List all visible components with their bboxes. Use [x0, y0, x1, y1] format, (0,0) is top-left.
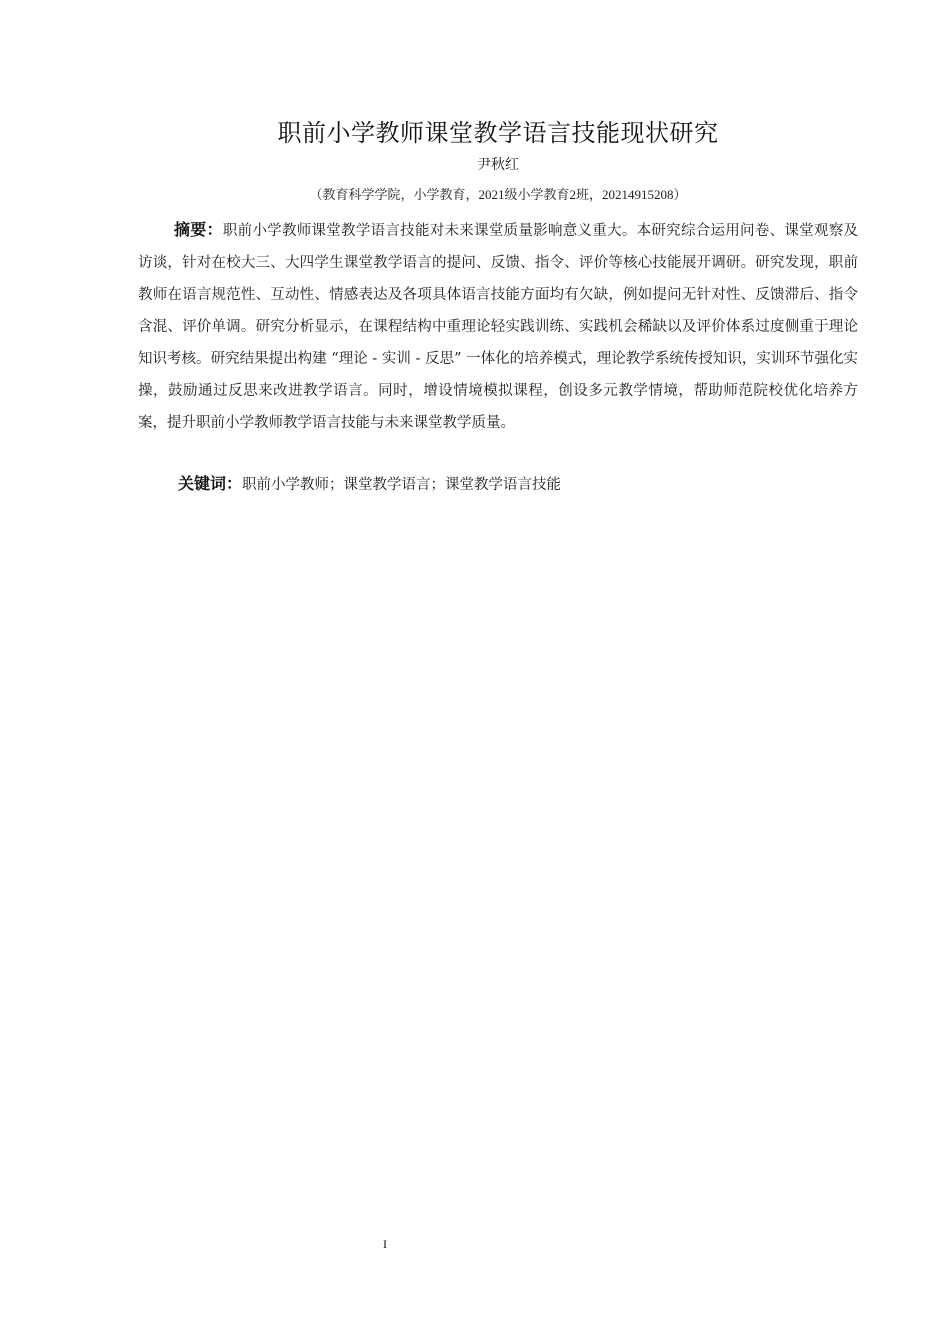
- abstract-text: 职前小学教师课堂教学语言技能对未来课堂质量影响意义重大。本研究综合运用问卷、课堂观察及访谈，针对在校大三、大四学生课堂教学语言的提问、反馈、指令、评价等核心技能展开调研。研究发现，职前教师在语言规范性、互动性、情感表达及各项具体语言技能方面均有欠缺，例如提问无针对性、反馈滞后、指令含混、评价单调。研究分析显示，在课程结构中重理论轻实践训练、实践机会稀缺以及评价体系过度侧重于理论知识考核。研究结果提出构建 “理论 - 实训 - 反思” 一体化的培养模式，理论教学系统传授知识，实训环节强化实操，鼓励通过反思来改进教学语言。同时，增设情境模拟课程，创设多元教学情境，帮助师范院校优化培养方案，提升职前小学教师教学语言技能与未来课堂教学质量。: [138, 223, 858, 431]
- abstract-label: 摘要：: [174, 220, 223, 239]
- abstract-paragraph: [138, 214, 858, 439]
- author-name: 尹秋红: [477, 157, 519, 173]
- keywords-line: [178, 468, 858, 501]
- page-number: I: [383, 1237, 387, 1251]
- paper-title: 职前小学教师课堂教学语言技能现状研究: [277, 119, 719, 147]
- keywords-label: 关键词：: [178, 474, 243, 493]
- keywords-text: 职前小学教师；课堂教学语言；课堂教学语言技能: [242, 477, 562, 493]
- author-affiliation: （教育科学学院，小学教育，2021级小学教育2班，20214915208）: [309, 187, 687, 202]
